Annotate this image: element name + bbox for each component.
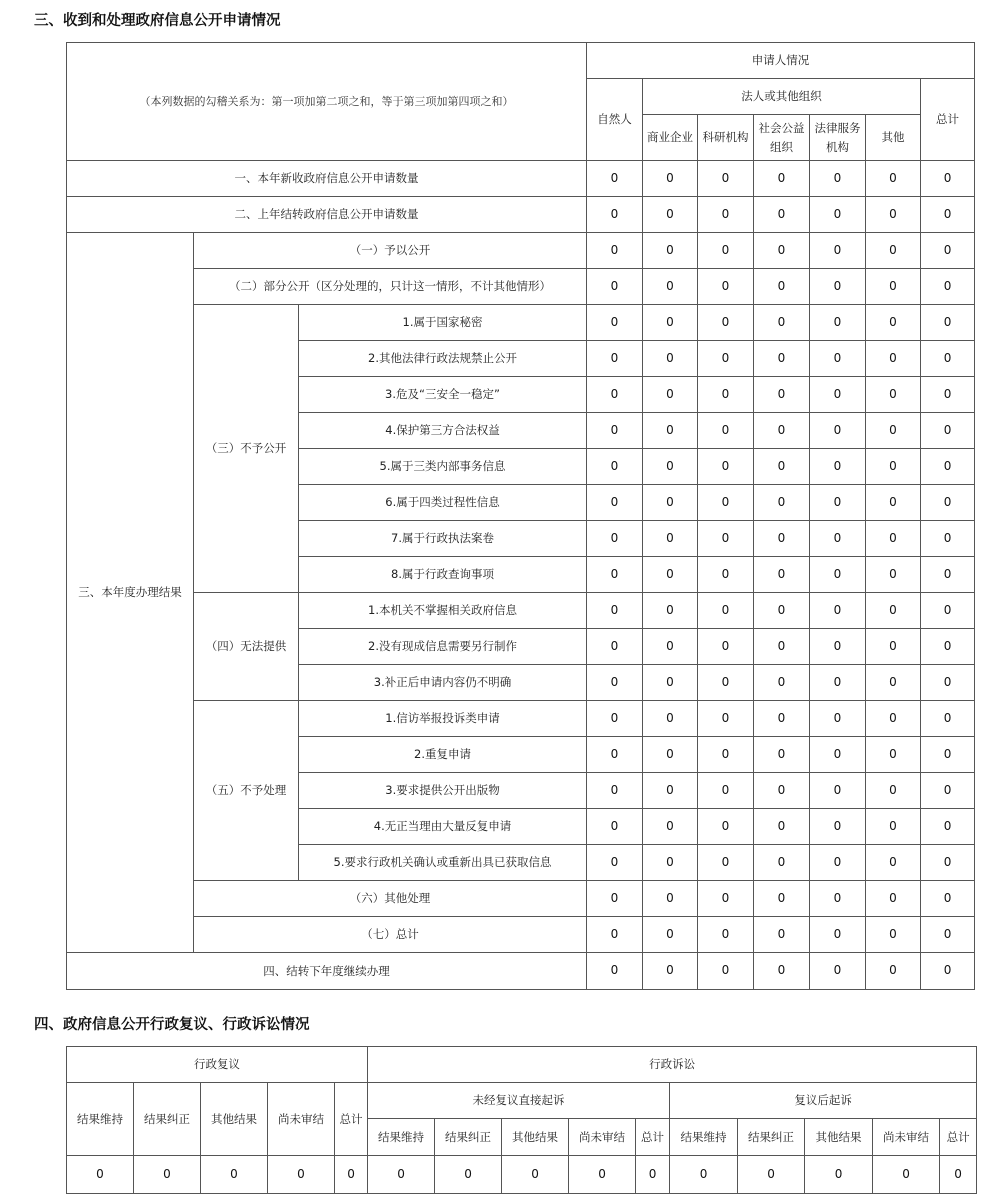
- value-cell: 0: [587, 953, 643, 990]
- value-cell: 0: [921, 161, 975, 197]
- research-header: 科研机构: [698, 115, 754, 161]
- value-cell: 0: [810, 485, 866, 521]
- legal-service-header: 法律服务机构: [810, 115, 866, 161]
- value-cell: 0: [866, 269, 921, 305]
- value-cell: 0: [587, 593, 643, 629]
- table-row: [67, 953, 975, 990]
- value-cell: 0: [921, 269, 975, 305]
- row-label: 3.危及“三安全一稳定”: [299, 377, 587, 413]
- value-cell: 0: [643, 665, 698, 701]
- value-cell: 0: [587, 557, 643, 593]
- value-cell: 0: [866, 737, 921, 773]
- value-cell: 0: [921, 521, 975, 557]
- row-label: （六）其他处理: [194, 881, 587, 917]
- row-label: 7.属于行政执法案卷: [299, 521, 587, 557]
- value-cell: 0: [368, 1156, 435, 1194]
- value-cell: 0: [866, 197, 921, 233]
- value-cell: 0: [698, 449, 754, 485]
- value-cell: 0: [698, 737, 754, 773]
- value-cell: 0: [810, 269, 866, 305]
- col-header: 结果维持: [368, 1119, 435, 1156]
- value-cell: 0: [921, 305, 975, 341]
- value-cell: 0: [754, 305, 810, 341]
- value-cell: 0: [754, 665, 810, 701]
- value-cell: 0: [866, 809, 921, 845]
- value-cell: 0: [921, 737, 975, 773]
- value-cell: 0: [738, 1156, 805, 1194]
- col-header: 其他结果: [201, 1083, 268, 1156]
- value-cell: 0: [921, 413, 975, 449]
- value-cell: 0: [921, 485, 975, 521]
- value-cell: 0: [810, 917, 866, 953]
- value-cell: 0: [921, 665, 975, 701]
- value-cell: 0: [754, 881, 810, 917]
- value-cell: 0: [810, 953, 866, 990]
- value-cell: 0: [921, 953, 975, 990]
- value-cell: 0: [643, 197, 698, 233]
- value-cell: 0: [587, 413, 643, 449]
- value-cell: 0: [643, 557, 698, 593]
- value-cell: 0: [587, 701, 643, 737]
- table-row: [67, 305, 975, 341]
- value-cell: 0: [754, 629, 810, 665]
- row-label: 四、结转下年度继续办理: [67, 953, 587, 990]
- value-cell: 0: [643, 701, 698, 737]
- value-cell: 0: [587, 233, 643, 269]
- value-cell: 0: [698, 197, 754, 233]
- value-cell: 0: [866, 305, 921, 341]
- row-label: 1.属于国家秘密: [299, 305, 587, 341]
- value-cell: 0: [866, 413, 921, 449]
- table-row: [67, 881, 975, 917]
- value-cell: 0: [754, 773, 810, 809]
- value-cell: 0: [587, 737, 643, 773]
- value-cell: 0: [921, 881, 975, 917]
- value-cell: 0: [698, 377, 754, 413]
- value-cell: 0: [866, 701, 921, 737]
- value-cell: 0: [643, 161, 698, 197]
- value-cell: 0: [921, 809, 975, 845]
- value-cell: 0: [643, 845, 698, 881]
- value-cell: 0: [754, 449, 810, 485]
- value-cell: 0: [866, 845, 921, 881]
- value-cell: 0: [435, 1156, 502, 1194]
- value-cell: 0: [698, 809, 754, 845]
- value-cell: 0: [134, 1156, 201, 1194]
- row-label: 1.信访举报投诉类申请: [299, 701, 587, 737]
- group-label-results: 三、本年度办理结果: [67, 233, 194, 953]
- value-cell: 0: [754, 953, 810, 990]
- value-cell: 0: [698, 845, 754, 881]
- table-row: [67, 593, 975, 629]
- row-label: 1.本机关不掌握相关政府信息: [299, 593, 587, 629]
- table-row: [67, 269, 975, 305]
- value-cell: 0: [754, 341, 810, 377]
- value-cell: 0: [587, 197, 643, 233]
- value-cell: 0: [643, 485, 698, 521]
- row-label: （七）总计: [194, 917, 587, 953]
- row-label: 4.无正当理由大量反复申请: [299, 809, 587, 845]
- value-cell: 0: [643, 773, 698, 809]
- value-cell: 0: [754, 845, 810, 881]
- value-cell: 0: [754, 737, 810, 773]
- row-label: 4.保护第三方合法权益: [299, 413, 587, 449]
- value-cell: 0: [921, 341, 975, 377]
- row-label: 3.要求提供公开出版物: [299, 773, 587, 809]
- value-cell: 0: [921, 557, 975, 593]
- table-row: [67, 701, 975, 737]
- value-cell: 0: [921, 377, 975, 413]
- value-cell: 0: [810, 629, 866, 665]
- value-cell: 0: [587, 341, 643, 377]
- value-cell: 0: [921, 233, 975, 269]
- value-cell: 0: [587, 521, 643, 557]
- value-cell: 0: [810, 341, 866, 377]
- value-cell: 0: [810, 881, 866, 917]
- col-header: 结果纠正: [738, 1119, 805, 1156]
- col-header: 总计: [940, 1119, 977, 1156]
- section-title-review-litigation: 四、政府信息公开行政复议、行政诉讼情况: [34, 1017, 310, 1033]
- value-cell: 0: [587, 665, 643, 701]
- value-cell: 0: [698, 953, 754, 990]
- value-cell: 0: [810, 305, 866, 341]
- value-cell: 0: [569, 1156, 636, 1194]
- value-cell: 0: [643, 593, 698, 629]
- value-cell: 0: [810, 845, 866, 881]
- value-cell: 0: [587, 629, 643, 665]
- value-cell: 0: [873, 1156, 940, 1194]
- value-cell: 0: [643, 449, 698, 485]
- value-cell: 0: [643, 521, 698, 557]
- review-header: 行政复议: [67, 1047, 368, 1083]
- value-cell: 0: [810, 773, 866, 809]
- value-cell: 0: [805, 1156, 873, 1194]
- col-header: 尚未审结: [268, 1083, 335, 1156]
- value-cell: 0: [921, 917, 975, 953]
- value-cell: 0: [268, 1156, 335, 1194]
- value-cell: 0: [502, 1156, 569, 1194]
- value-cell: 0: [754, 593, 810, 629]
- value-cell: 0: [587, 845, 643, 881]
- value-cell: 0: [698, 701, 754, 737]
- col-header: 结果维持: [67, 1083, 134, 1156]
- row-label: 2.没有现成信息需要另行制作: [299, 629, 587, 665]
- value-cell: 0: [754, 701, 810, 737]
- value-cell: 0: [921, 701, 975, 737]
- natural-person-header: 自然人: [587, 79, 643, 161]
- value-cell: 0: [866, 521, 921, 557]
- commercial-header: 商业企业: [643, 115, 698, 161]
- col-header: 结果维持: [670, 1119, 738, 1156]
- value-cell: 0: [698, 593, 754, 629]
- value-cell: 0: [643, 377, 698, 413]
- value-cell: 0: [810, 557, 866, 593]
- value-cell: 0: [866, 953, 921, 990]
- value-cell: 0: [810, 377, 866, 413]
- section-title-applications: 三、收到和处理政府信息公开申请情况: [34, 13, 281, 29]
- col-header: 尚未审结: [873, 1119, 940, 1156]
- value-cell: 0: [587, 773, 643, 809]
- value-cell: 0: [810, 521, 866, 557]
- value-cell: 0: [810, 197, 866, 233]
- value-cell: 0: [921, 773, 975, 809]
- value-cell: 0: [643, 953, 698, 990]
- value-cell: 0: [754, 485, 810, 521]
- row-label: 一、本年新收政府信息公开申请数量: [67, 161, 587, 197]
- value-cell: 0: [587, 377, 643, 413]
- value-cell: 0: [698, 233, 754, 269]
- value-cell: 0: [810, 809, 866, 845]
- row-label: 3.补正后申请内容仍不明确: [299, 665, 587, 701]
- value-cell: 0: [866, 773, 921, 809]
- value-cell: 0: [754, 161, 810, 197]
- table-row: [67, 233, 975, 269]
- value-cell: 0: [587, 305, 643, 341]
- row-label: （一）予以公开: [194, 233, 587, 269]
- value-cell: 0: [754, 197, 810, 233]
- row-label: 2.重复申请: [299, 737, 587, 773]
- litigation-header: 行政诉讼: [368, 1047, 977, 1083]
- value-cell: 0: [698, 269, 754, 305]
- value-cell: 0: [698, 629, 754, 665]
- value-cell: 0: [698, 773, 754, 809]
- review-litigation-table: [66, 1046, 977, 1194]
- other-header: 其他: [866, 115, 921, 161]
- value-cell: 0: [587, 449, 643, 485]
- value-cell: 0: [866, 917, 921, 953]
- col-header: 其他结果: [805, 1119, 873, 1156]
- value-cell: 0: [810, 161, 866, 197]
- value-cell: 0: [587, 161, 643, 197]
- value-cell: 0: [636, 1156, 670, 1194]
- value-cell: 0: [335, 1156, 368, 1194]
- value-cell: 0: [866, 629, 921, 665]
- value-cell: 0: [866, 557, 921, 593]
- subgroup-label-not-disclosed: （三）不予公开: [194, 305, 299, 593]
- value-cell: 0: [866, 485, 921, 521]
- value-cell: 0: [698, 557, 754, 593]
- row-label: 5.属于三类内部事务信息: [299, 449, 587, 485]
- social-welfare-header: 社会公益组织: [754, 115, 810, 161]
- after-review-header: 复议后起诉: [670, 1083, 977, 1119]
- value-cell: 0: [587, 881, 643, 917]
- legal-group-header: 法人或其他组织: [643, 79, 921, 115]
- value-cell: 0: [810, 665, 866, 701]
- row-label: （二）部分公开（区分处理的，只计这一情形，不计其他情形）: [194, 269, 587, 305]
- value-cell: 0: [643, 917, 698, 953]
- value-cell: 0: [643, 809, 698, 845]
- value-cell: 0: [643, 413, 698, 449]
- value-cell: 0: [754, 809, 810, 845]
- value-cell: 0: [810, 413, 866, 449]
- col-header: 结果纠正: [435, 1119, 502, 1156]
- value-cell: 0: [587, 917, 643, 953]
- value-cell: 0: [698, 305, 754, 341]
- row-label: 6.属于四类过程性信息: [299, 485, 587, 521]
- value-cell: 0: [201, 1156, 268, 1194]
- col-header: 总计: [335, 1083, 368, 1156]
- value-cell: 0: [866, 233, 921, 269]
- value-cell: 0: [866, 341, 921, 377]
- value-cell: 0: [698, 917, 754, 953]
- value-cell: 0: [810, 593, 866, 629]
- row-label: 2.其他法律行政法规禁止公开: [299, 341, 587, 377]
- table-row: [67, 161, 975, 197]
- row-label: 5.要求行政机关确认或重新出具已获取信息: [299, 845, 587, 881]
- consistency-note: （本列数据的勾稽关系为：第一项加第二项之和，等于第三项加第四项之和）: [67, 43, 587, 161]
- value-cell: 0: [587, 269, 643, 305]
- value-cell: 0: [587, 809, 643, 845]
- table-row: [67, 917, 975, 953]
- value-cell: 0: [866, 665, 921, 701]
- applications-table: [66, 42, 975, 990]
- row-label: 二、上年结转政府信息公开申请数量: [67, 197, 587, 233]
- subgroup-label-not-processed: （五）不予处理: [194, 701, 299, 881]
- value-cell: 0: [754, 917, 810, 953]
- value-cell: 0: [670, 1156, 738, 1194]
- value-cell: 0: [921, 629, 975, 665]
- value-cell: 0: [754, 233, 810, 269]
- value-cell: 0: [921, 197, 975, 233]
- value-cell: 0: [587, 485, 643, 521]
- value-cell: 0: [698, 161, 754, 197]
- value-cell: 0: [866, 593, 921, 629]
- value-cell: 0: [67, 1156, 134, 1194]
- value-cell: 0: [643, 629, 698, 665]
- value-cell: 0: [810, 701, 866, 737]
- col-header: 尚未审结: [569, 1119, 636, 1156]
- table-row: [67, 1156, 977, 1194]
- value-cell: 0: [698, 341, 754, 377]
- value-cell: 0: [698, 881, 754, 917]
- value-cell: 0: [940, 1156, 977, 1194]
- value-cell: 0: [810, 449, 866, 485]
- row-label: 8.属于行政查询事项: [299, 557, 587, 593]
- value-cell: 0: [866, 449, 921, 485]
- value-cell: 0: [810, 737, 866, 773]
- value-cell: 0: [754, 269, 810, 305]
- value-cell: 0: [754, 377, 810, 413]
- value-cell: 0: [643, 737, 698, 773]
- value-cell: 0: [698, 413, 754, 449]
- value-cell: 0: [643, 269, 698, 305]
- value-cell: 0: [866, 881, 921, 917]
- value-cell: 0: [754, 521, 810, 557]
- value-cell: 0: [921, 449, 975, 485]
- value-cell: 0: [866, 377, 921, 413]
- value-cell: 0: [754, 413, 810, 449]
- value-cell: 0: [643, 233, 698, 269]
- direct-suit-header: 未经复议直接起诉: [368, 1083, 670, 1119]
- applicant-header: 申请人情况: [587, 43, 975, 79]
- value-cell: 0: [643, 341, 698, 377]
- col-header: 总计: [636, 1119, 670, 1156]
- value-cell: 0: [698, 665, 754, 701]
- value-cell: 0: [754, 557, 810, 593]
- value-cell: 0: [866, 161, 921, 197]
- value-cell: 0: [921, 845, 975, 881]
- value-cell: 0: [921, 593, 975, 629]
- value-cell: 0: [810, 233, 866, 269]
- value-cell: 0: [698, 485, 754, 521]
- col-header: 结果纠正: [134, 1083, 201, 1156]
- value-cell: 0: [698, 521, 754, 557]
- subgroup-label-unable: （四）无法提供: [194, 593, 299, 701]
- col-header: 其他结果: [502, 1119, 569, 1156]
- value-cell: 0: [643, 881, 698, 917]
- total-header: 总计: [921, 79, 975, 161]
- table-row: [67, 197, 975, 233]
- value-cell: 0: [643, 305, 698, 341]
